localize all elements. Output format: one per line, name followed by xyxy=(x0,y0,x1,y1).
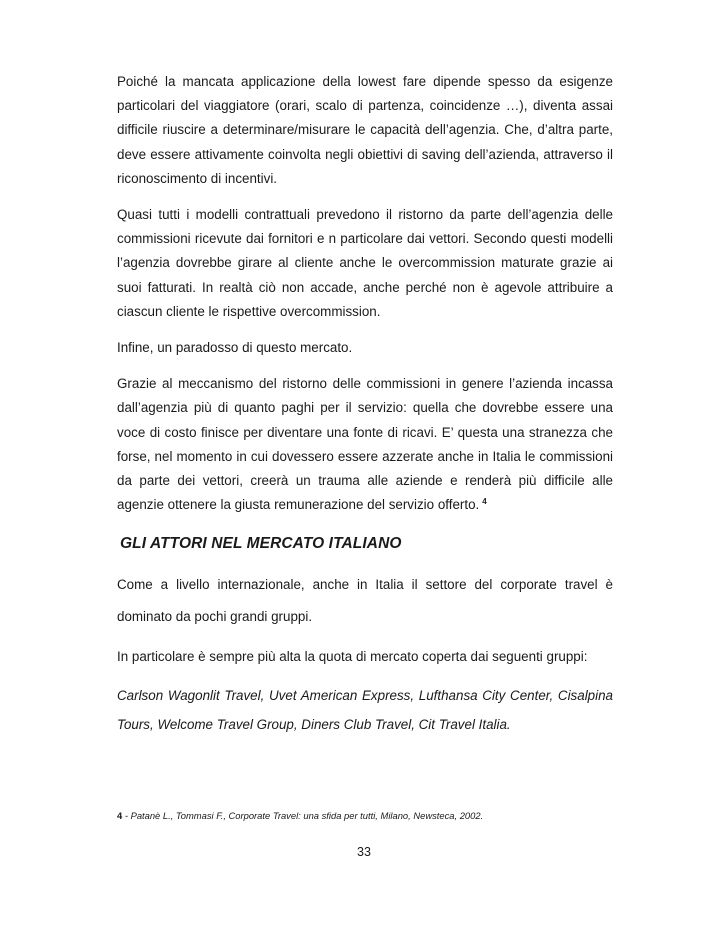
groups-list: Carlson Wagonlit Travel, Uvet American Express, Lufthansa City Center, Cisalpina Tours, Welcome Travel Group, Diners Club Travel, Cit Travel Italia. xyxy=(117,688,613,733)
paragraph-ristorno: Quasi tutti i modelli contrattuali prevedono il ristorno da parte dell’agenzia delle commissioni ricevute dai fornitori e n particolare dai vettori. Secondo questi modelli l’agenzia dovrebbe girare al cliente anche le overcommission maturate grazie ai suoi fatturati. In realtà ciò non accade, anche perché non è agevole attribuire a ciascun cliente le rispettive overcommission. xyxy=(117,207,613,319)
paragraph-lowest-fare: Poiché la mancata applicazione della lowest fare dipende spesso da esigenze particolari del viaggiatore (orari, scalo di partenza, coincidenze …), diventa assai difficile riuscire a determinare/misurare le capacità dell’agenzia. Che, d’altra parte, deve essere attivamente coinvolta negli obiettivi di saving dell’azienda, attraverso il riconoscimento di incentivi. xyxy=(117,74,613,186)
paragraph-commissioni xyxy=(117,372,613,517)
paragraph-settore: Come a livello internazionale, anche in Italia il settore del corporate travel è dominato da pochi grandi gruppi. xyxy=(117,577,613,625)
footnote-separator: - xyxy=(122,810,131,821)
footnote-text: Patanè L., Tommasi F., Corporate Travel: una sfida per tutti, Milano, Newsteca, 2002. xyxy=(130,810,484,821)
footnote-number: 4 xyxy=(117,810,123,821)
paragraph-paradosso: Infine, un paradosso di questo mercato. xyxy=(117,340,353,356)
footnote xyxy=(117,810,613,821)
section-heading: GLI ATTORI NEL MERCATO ITALIANO xyxy=(120,535,402,553)
paragraph-commissioni-text: Grazie al meccanismo del ristorno delle commissioni in genere l’azienda incassa dall’agenzia più di quanto paghi per il servizio: quella che dovrebbe essere una voce di costo finisce per diventare una fonte di ricavi. E’ questa una stranezza che forse, nel momento in cui dovessero essere azzerate anche in Italia le commissioni da parte dei vettori, creerà un trauma alle aziende e renderà più difficile alle agenzie ottenere la giusta remunerazione del servizio offerto. xyxy=(117,376,613,513)
footnote-reference: 4 xyxy=(482,496,487,506)
paragraph-quota: In particolare è sempre più alta la quota di mercato coperta dai seguenti gruppi: xyxy=(117,649,588,665)
page-body xyxy=(117,70,613,739)
page-number: 33 xyxy=(357,845,371,859)
